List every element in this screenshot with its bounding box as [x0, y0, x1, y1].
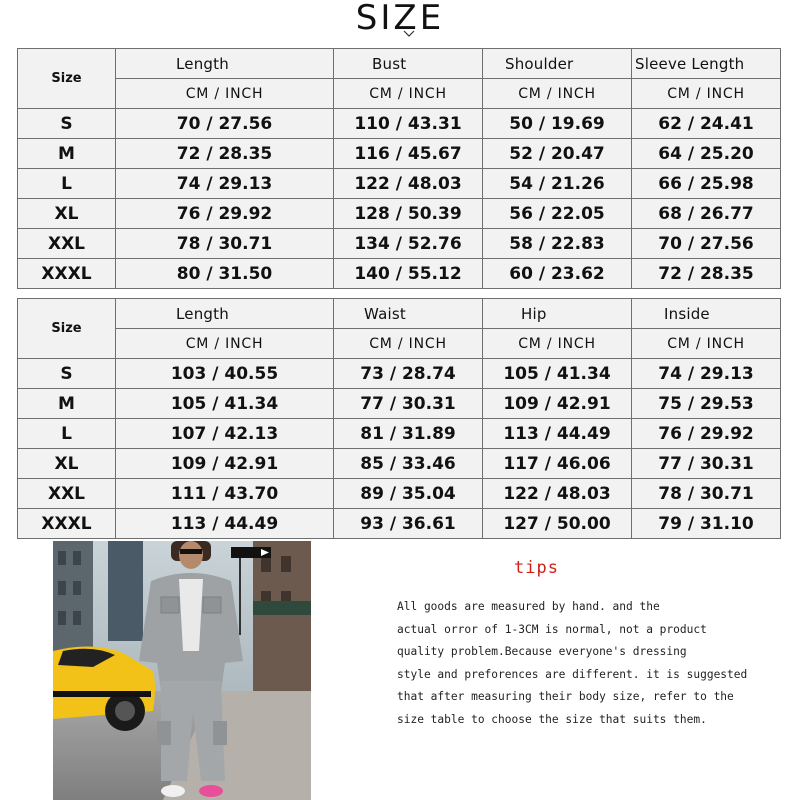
measurement-cell: 77 / 30.31 — [334, 389, 483, 419]
measurement-cell: 76 / 29.92 — [116, 199, 334, 229]
column-header: Waist — [334, 299, 483, 329]
measurement-cell: 70 / 27.56 — [116, 109, 334, 139]
size-label: XL — [18, 199, 116, 229]
measurement-cell: 54 / 21.26 — [483, 169, 632, 199]
measurement-cell: 109 / 42.91 — [116, 449, 334, 479]
size-label: S — [18, 109, 116, 139]
unit-label: CM / INCH — [632, 329, 781, 359]
measurement-cell: 122 / 48.03 — [334, 169, 483, 199]
size-label: L — [18, 169, 116, 199]
table-row — [18, 359, 781, 389]
measurement-cell: 77 / 30.31 — [632, 449, 781, 479]
measurement-cell: 103 / 40.55 — [116, 359, 334, 389]
column-header: Length — [116, 49, 334, 79]
measurement-cell: 113 / 44.49 — [483, 419, 632, 449]
size-label: XXXL — [18, 259, 116, 289]
page-title: SIZE — [355, 0, 445, 38]
size-corner-label: Size — [18, 49, 116, 109]
column-header: Sleeve Length — [632, 49, 781, 79]
measurement-cell: 134 / 52.76 — [334, 229, 483, 259]
unit-label: CM / INCH — [334, 329, 483, 359]
measurement-cell: 74 / 29.13 — [632, 359, 781, 389]
measurement-cell: 109 / 42.91 — [483, 389, 632, 419]
measurement-cell: 79 / 31.10 — [632, 509, 781, 539]
unit-label: CM / INCH — [334, 79, 483, 109]
tips-line: actual orror of 1-3CM is normal, not a product — [397, 622, 707, 636]
measurement-cell: 117 / 46.06 — [483, 449, 632, 479]
measurement-cell: 64 / 25.20 — [632, 139, 781, 169]
measurement-cell: 68 / 26.77 — [632, 199, 781, 229]
table-row — [18, 479, 781, 509]
measurement-cell: 58 / 22.83 — [483, 229, 632, 259]
top-size-table — [17, 48, 781, 289]
measurement-cell: 107 / 42.13 — [116, 419, 334, 449]
table-row — [18, 139, 781, 169]
unit-label: CM / INCH — [632, 79, 781, 109]
model-photo — [53, 541, 311, 800]
column-header: Length — [116, 299, 334, 329]
measurement-cell: 140 / 55.12 — [334, 259, 483, 289]
measurement-cell: 78 / 30.71 — [116, 229, 334, 259]
table-row — [18, 109, 781, 139]
measurement-cell: 113 / 44.49 — [116, 509, 334, 539]
measurement-cell: 78 / 30.71 — [632, 479, 781, 509]
table-row — [18, 199, 781, 229]
tips-body — [397, 598, 797, 733]
measurement-cell: 111 / 43.70 — [116, 479, 334, 509]
measurement-cell: 110 / 43.31 — [334, 109, 483, 139]
measurement-cell: 75 / 29.53 — [632, 389, 781, 419]
measurement-cell: 66 / 25.98 — [632, 169, 781, 199]
measurement-cell: 72 / 28.35 — [116, 139, 334, 169]
measurement-cell: 105 / 41.34 — [116, 389, 334, 419]
column-header: Bust — [334, 49, 483, 79]
measurement-cell: 72 / 28.35 — [632, 259, 781, 289]
size-label: XXL — [18, 479, 116, 509]
measurement-cell: 93 / 36.61 — [334, 509, 483, 539]
column-header: Inside — [632, 299, 781, 329]
measurement-cell: 128 / 50.39 — [334, 199, 483, 229]
table-row — [18, 259, 781, 289]
size-label: XXXL — [18, 509, 116, 539]
table-row — [18, 509, 781, 539]
unit-label: CM / INCH — [483, 329, 632, 359]
tips-title: tips — [514, 558, 559, 578]
size-label: XL — [18, 449, 116, 479]
measurement-cell: 60 / 23.62 — [483, 259, 632, 289]
measurement-cell: 73 / 28.74 — [334, 359, 483, 389]
size-label: XXL — [18, 229, 116, 259]
measurement-cell: 105 / 41.34 — [483, 359, 632, 389]
measurement-cell: 116 / 45.67 — [334, 139, 483, 169]
measurement-cell: 76 / 29.92 — [632, 419, 781, 449]
tips-line: style and preforences are different. it is suggested — [397, 667, 748, 681]
size-label: M — [18, 139, 116, 169]
measurement-cell: 70 / 27.56 — [632, 229, 781, 259]
size-label: S — [18, 359, 116, 389]
tips-line: All goods are measured by hand. and the — [397, 600, 660, 613]
unit-label: CM / INCH — [116, 329, 334, 359]
unit-label: CM / INCH — [116, 79, 334, 109]
measurement-cell: 52 / 20.47 — [483, 139, 632, 169]
measurement-cell: 127 / 50.00 — [483, 509, 632, 539]
measurement-cell: 56 / 22.05 — [483, 199, 632, 229]
tips-line: that after measuring their body size, refer to the — [397, 690, 734, 703]
size-label: M — [18, 389, 116, 419]
bottom-size-table — [17, 298, 781, 539]
table-row — [18, 229, 781, 259]
measurement-cell: 85 / 33.46 — [334, 449, 483, 479]
unit-label: CM / INCH — [483, 79, 632, 109]
measurement-cell: 122 / 48.03 — [483, 479, 632, 509]
table-row — [18, 169, 781, 199]
size-corner-label: Size — [18, 299, 116, 359]
measurement-cell: 80 / 31.50 — [116, 259, 334, 289]
measurement-cell: 50 / 19.69 — [483, 109, 632, 139]
measurement-cell: 81 / 31.89 — [334, 419, 483, 449]
size-label: L — [18, 419, 116, 449]
tips-line: size table to choose the size that suits them. — [397, 712, 707, 726]
model-photo-illustration — [53, 541, 311, 800]
tips-line: quality problem.Because everyone's dressing — [397, 645, 687, 658]
column-header: Shoulder — [483, 49, 632, 79]
table-row — [18, 449, 781, 479]
column-header: Hip — [483, 299, 632, 329]
measurement-cell: 62 / 24.41 — [632, 109, 781, 139]
chevron-down-icon — [403, 30, 415, 37]
measurement-cell: 74 / 29.13 — [116, 169, 334, 199]
table-row — [18, 419, 781, 449]
measurement-cell: 89 / 35.04 — [334, 479, 483, 509]
table-row — [18, 389, 781, 419]
